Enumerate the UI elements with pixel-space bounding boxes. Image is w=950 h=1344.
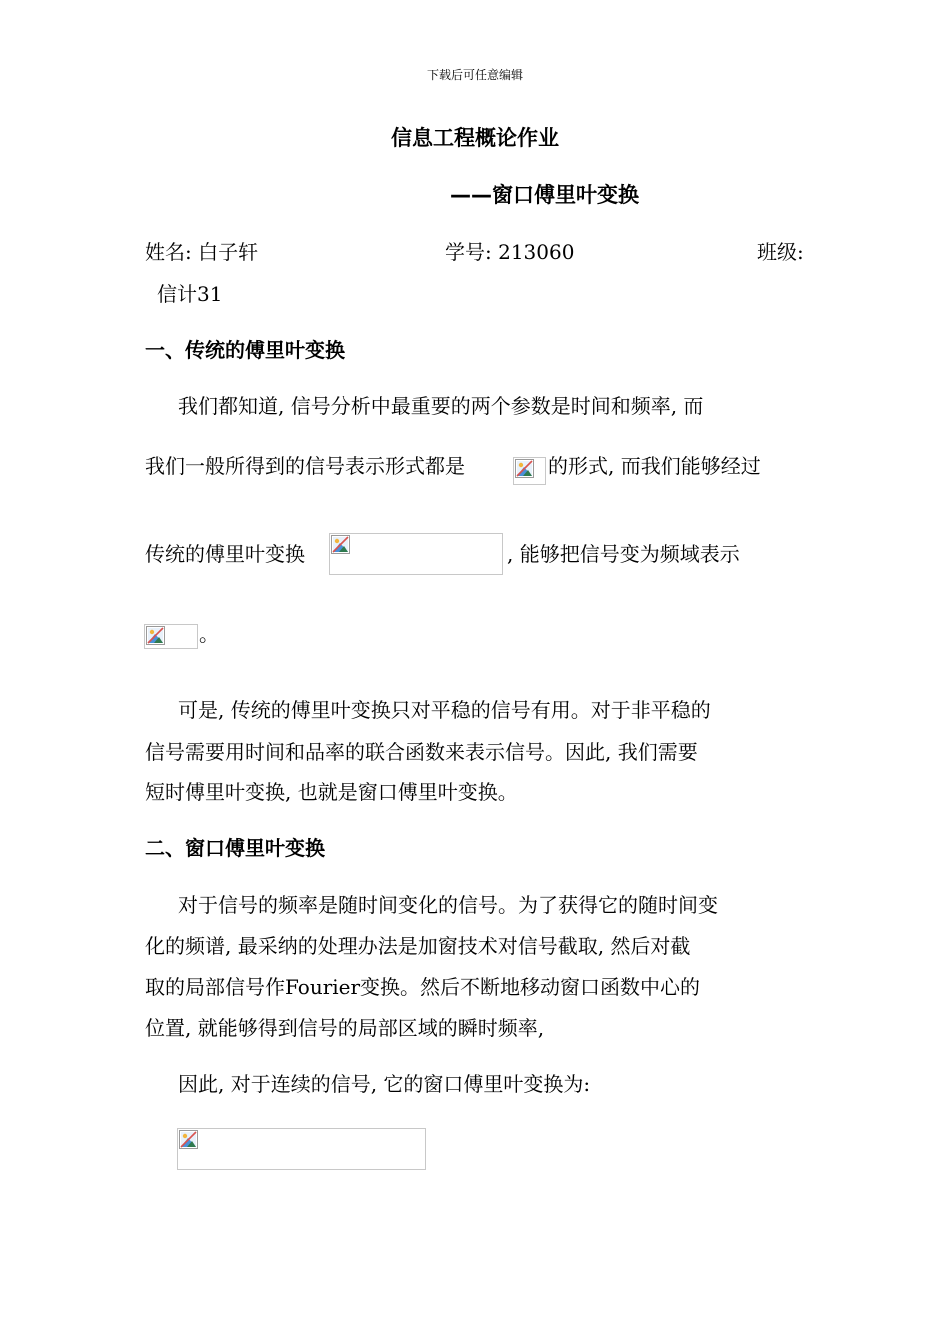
broken-image-icon [515, 459, 534, 478]
section-1-paragraph-1-line-3a: 传统的傅里叶变换 [145, 542, 305, 566]
formula-image-fourier-transform [329, 533, 503, 575]
formula-image-window-fourier-transform [177, 1128, 426, 1170]
section-1-paragraph-2-line-2: 信号需要用时间和品率的联合函数来表示信号。因此, 我们需要 [145, 740, 698, 764]
broken-image-icon [179, 1130, 198, 1149]
student-class-value: 信计31 [157, 282, 223, 306]
formula-image-signal-time [513, 457, 546, 485]
section-2-paragraph-1-line-3: 取的局部信号作Fourier变换。然后不断地移动窗口函数中心的 [145, 975, 701, 999]
student-name: 姓名: 白子轩 [145, 240, 259, 264]
broken-image-icon [146, 626, 165, 645]
section-1-paragraph-1-line-2b: 的形式, 而我们能够经过 [548, 454, 761, 478]
section-2-paragraph-2-line-1: 因此, 对于连续的信号, 它的窗口傅里叶变换为: [178, 1072, 591, 1096]
document-title: 信息工程概论作业 [391, 126, 559, 150]
header-note: 下载后可任意编辑 [426, 68, 523, 82]
student-class-label: 班级: [757, 240, 804, 264]
broken-image-icon [331, 535, 350, 554]
section-2-paragraph-1-line-1: 对于信号的频率是随时间变化的信号。为了获得它的随时间变 [178, 893, 718, 917]
section-1-paragraph-2-line-1: 可是, 传统的傅里叶变换只对平稳的信号有用。对于非平稳的 [178, 698, 711, 722]
section-1-paragraph-1-line-2a: 我们一般所得到的信号表示形式都是 [145, 454, 465, 478]
section-2-heading: 二、窗口傅里叶变换 [145, 836, 325, 860]
section-2-paragraph-1-line-4: 位置, 就能够得到信号的局部区域的瞬时频率, [145, 1016, 545, 1040]
student-id: 学号: 213060 [445, 240, 575, 264]
formula-image-frequency-domain [144, 624, 198, 649]
section-1-paragraph-1-line-1: 我们都知道, 信号分析中最重要的两个参数是时间和频率, 而 [178, 394, 704, 418]
document-subtitle: ——窗口傅里叶变换 [450, 183, 639, 207]
section-1-paragraph-1-line-4: 。 [199, 622, 219, 646]
section-1-paragraph-2-line-3: 短时傅里叶变换, 也就是窗口傅里叶变换。 [145, 780, 518, 804]
section-1-heading: 一、传统的傅里叶变换 [145, 338, 345, 362]
section-2-paragraph-1-line-2: 化的频谱, 最采纳的处理办法是加窗技术对信号截取, 然后对截 [145, 934, 691, 958]
section-1-paragraph-1-line-3b: , 能够把信号变为频域表示 [507, 542, 740, 566]
